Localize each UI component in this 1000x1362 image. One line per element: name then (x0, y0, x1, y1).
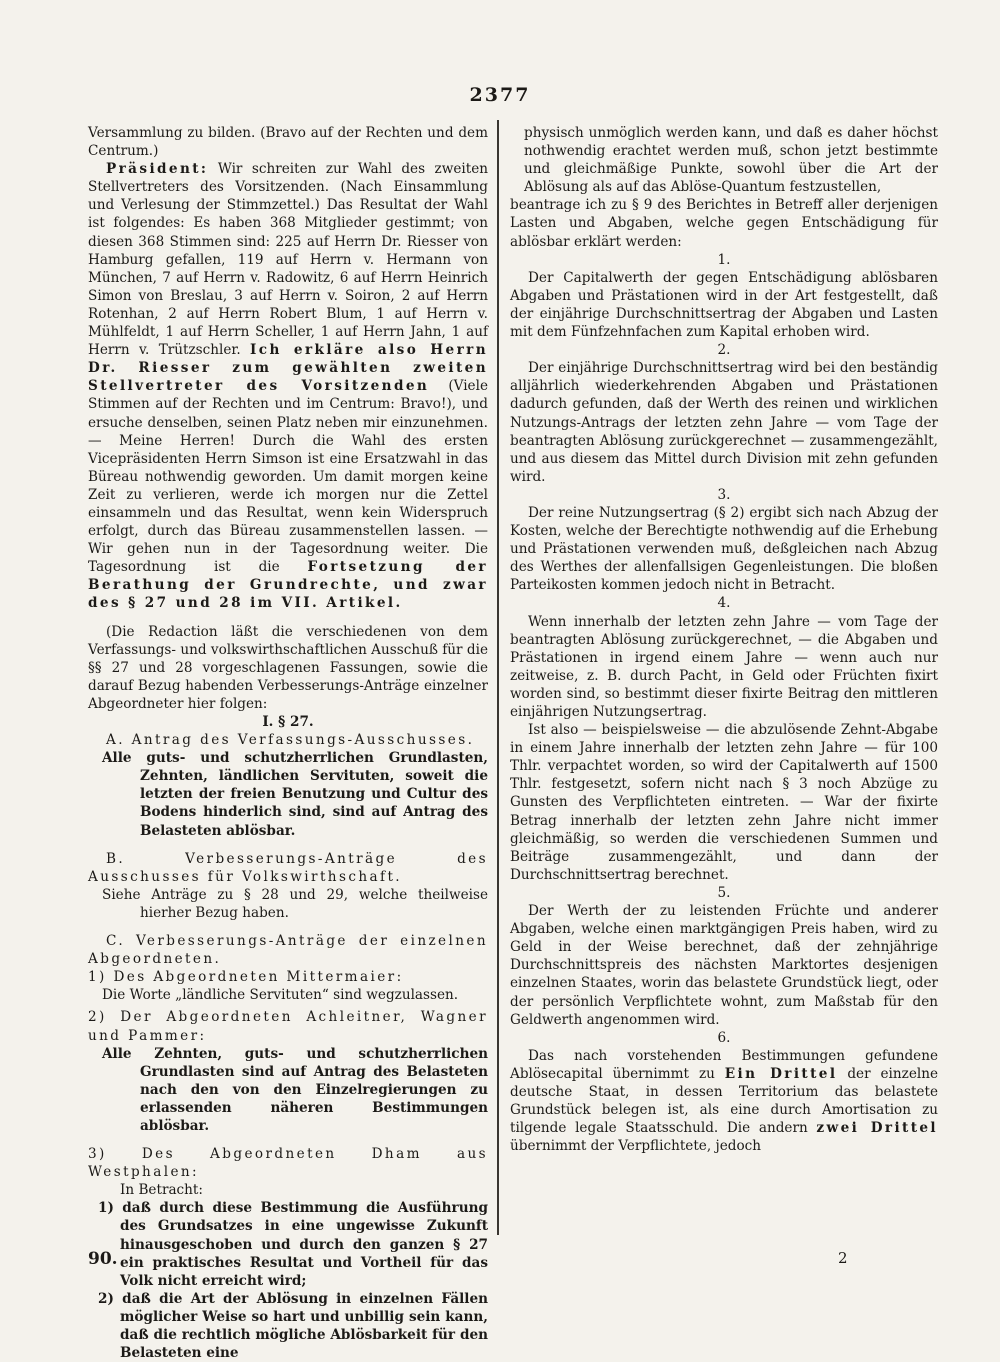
a-heading: A. Antrag des Verfassungs-Ausschusses. (106, 732, 475, 749)
item-number-5: 5. (717, 884, 731, 901)
item-6-spaced-two-thirds: zwei Drittel (816, 1120, 938, 1137)
item-number-1: 1. (717, 251, 731, 268)
item-text-1: Der Capitalwerth der gegen Entschädigung ablösbaren Abgaben und Prästationen wird in der Art festgestellt, daß der einjährige Durchschnittsertrag der Abgaben und Lasten mit dem Fünfzehnfachen zum Kapital erhoben wird. (510, 269, 938, 341)
c-heading: C. Verbesserungs-Anträge der einzelnen Abgeordneten. (88, 933, 488, 968)
president-declaration: Ich erkläre also Herrn Dr. Riesser zum gewählten zweiten Stellvertreter des Vorsitzenden (88, 342, 488, 395)
c3-label: 3) Des Abgeordneten Dham aus Westphalen: (88, 1146, 488, 1181)
b-heading: B. Verbesserungs-Anträge des Ausschusses für Volkswirthschaft. (88, 850, 488, 885)
b-text: Siehe Anträge zu § 28 und 29, welche theilweise hierher Bezug haben. (102, 886, 488, 921)
paragraph-redaction: (Die Redaction läßt die verschiedenen von dem Verfassungs- und volkswirthschaftlichen Ausschuß für die §§ 27 und 28 vorgeschlagenen Fassungen, sowie die darauf Bezug habenden Verbesserungs-Anträge einzelner Abgeordneter hier folgen: (88, 623, 488, 712)
item-number-4: 4. (717, 595, 731, 612)
column-divider (497, 120, 499, 1235)
item-6-part-a: Das nach vorstehenden Bestimmungen gefundene Ablösecapital übernimmt zu (510, 1047, 938, 1082)
item-text-5: Der Werth der zu leistenden Früchte und anderer Abgaben, welche einen marktgängigen Preis haben, wird zu Geld in der Weise berechnet, daß der zehnjährige Durchschnittspreis des nächsten Marktortes desjenigen einzelnen Staates, worin das belastete Grundstück liegt, oder der persönlich Verpflichtete wohnt, zum Maßstab für den Geldwerth angenommen wird. (510, 903, 938, 1028)
c3-intro: In Betracht: (120, 1182, 203, 1199)
item-text-3: Der reine Nutzungsertrag (§ 2) ergibt sich nach Abzug der Kosten, welche der Berechtigte nothwendig auf die Erhebung und Prästationen verwenden muß, deßgleichen nach Abzug des Werthes der allenfallsigen Gegenleistungen. Die bloßen Parteikosten kommen jedoch nicht in Betracht. (510, 504, 938, 594)
c2-label: 2) Der Abgeordneten Achleitner, Wagner und Pammer: (88, 1009, 488, 1044)
c3-item-1: 1) daß durch diese Bestimmung die Ausführung des Grundsatzes in eine ungewisse Zukunft hinausgeschoben und durch den ganzen § 27 ein praktisches Resultat und Vortheil für das Volk nicht erreicht wird; (98, 1200, 488, 1289)
item-number-6: 6. (717, 1029, 731, 1046)
item-6-spaced-one-third: Ein Drittel (724, 1065, 838, 1082)
c1-text: Die Worte „ländliche Servituten“ sind wegzulassen. (102, 987, 459, 1004)
paragraph-president (88, 160, 488, 612)
agenda-spaced: Fortsetzung der Berathung der Grundrechte, und zwar des § 27 und 28 im VII. Artikel. (88, 559, 488, 612)
left-column (88, 124, 488, 1362)
footer-signature-left: 90. (88, 1249, 118, 1269)
paragraph-motion: beantrage ich zu § 9 des Berichtes in Betreff aller derjenigen Lasten und Abgaben, welche gegen Entschädigung für ablösbar erklärt werden: (510, 197, 938, 250)
speaker-label: Präsident: (106, 161, 209, 178)
item-text-6 (510, 1047, 938, 1156)
c3-item-2: 2) daß die Art der Ablösung in einzelnen Fällen möglicher Weise so hart und unbillig sein kann, daß die rechtlich mögliche Ablösbarkeit für den Belasteten eine (98, 1290, 488, 1362)
item-6-part-c: übernimmt der Verpflichtete, jedoch (510, 1138, 761, 1155)
paragraph-bravo: Versammlung zu bilden. (Bravo auf der Rechten und dem Centrum.) (88, 125, 488, 160)
item-text-2: Der einjährige Durchschnittsertrag wird bei den beständig alljährlich wiederkehrenden Abgaben und Prästationen dadurch gefunden, daß der Werth des reinen und wirklichen Nutzungs-Antrags der letzten zehn Jahre — vom Tage der beantragten Ablösung zurückgerechnet — zusammengezählt, und aus diesem das Mittel durch Division mit zehn gefunden wird. (510, 360, 938, 485)
item-text-4b: Ist also — beispielsweise — die abzulösende Zehnt-Abgabe in einem Jahre innerhalb der letzten zehn Jahre — für 100 Thlr. verpachtet worden, so wird der Capitalwerth auf 1500 Thlr. festgesetzt, sofern nicht nach § 3 noch Abzüge zu Gunsten des Verpflichteten eintreten. — War der fixirte Betrag innerhalb der letzten zehn Jahre nicht immer gleichmäßig, so werden die verschiedenen Summen und Beiträge zusammengezählt, und dann der Durchschnittsertrag berechnet. (510, 722, 938, 883)
paragraph-continuation: physisch unmöglich werden kann, und daß es daher höchst nothwendig erachtet werden muß, schon jetzt bestimmte und gleichmäßige Punkte, sowohl über die Art der Ablösung als auf das Ablöse-Quantum festzustellen, (524, 125, 938, 196)
a-text: Alle guts- und schutzherrlichen Grundlasten, Zehnten, ländlichen Servituten, soweit die letzten der freien Benutzung und Cultur des Bodens hinderlich sind, sind auf Antrag des Belasteten ablösbar. (102, 750, 488, 839)
president-text: Wir schreiten zur Wahl des zweiten Stellvertreters des Vorsitzenden. (Nach Einsammlung und Verlesung der Stimmzettel.) Das Resultat der Wahl ist folgendes: Es haben 368 Mitglieder gestimmt; von diesen 368 Stimmen sind: 225 auf Herrn Dr. Riesser von Hamburg gefallen, 119 auf Herrn v. Hermann von München, 7 auf Herrn v. Radowitz, 6 auf Herrn Heinrich Simon von Breslau, 3 auf Herrn v. Soiron, 2 auf Herrn Rotenhan, 2 auf Herrn Robert Blum, 1 auf Herrn v. Mühlfeldt, 1 auf Herrn Scheller, 1 auf Herrn Jahn, 1 auf Herrn v. Trützschler. (88, 161, 488, 359)
right-column (510, 124, 938, 1155)
footer-signature-right: 2 (838, 1249, 848, 1267)
item-6-part-b: der einzelne deutsche Staat, in dessen Territorium das belastete Grundstück belegen ist, als eine durch Amortisation zu tilgende legale Staatsschuld. Die andern (510, 1065, 939, 1137)
page-number: 2377 (469, 84, 531, 106)
c2-text: Alle Zehnten, guts- und schutzherrlichen Grundlasten sind auf Antrag des Belasteten nach den von den Einzelregierungen zu erlassenden näheren Bestimmungen ablösbar. (102, 1045, 488, 1134)
item-number-2: 2. (717, 342, 731, 359)
item-number-3: 3. (717, 486, 731, 503)
item-text-4a: Wenn innerhalb der letzten zehn Jahre — vom Tage der beantragten Ablösung zurückgerechnet, — die Abgaben und Prästationen in irgend einem Jahre — wenn auch nur zeitweise, z. B. durch Pacht, in Geld oder Früchten fixirt worden sind, so bestimmt dieser fixirte Beitrag den mittleren einjährigen Nutzungsertrag. (510, 613, 938, 720)
section-heading: I. § 27. (262, 714, 314, 730)
president-rest: (Viele Stimmen auf der Rechten und im Centrum: Bravo!), und ersuche denselben, seinen Platz neben mir einzunehmen. — Meine Herren! Durch die Wahl des ersten Vicepräsidenten Herrn Simson ist eine Ersatzwahl in das Büreau nothwendig geworden. Um damit morgen keine Zeit zu verlieren, werde ich morgen nur die Zettel einsammeln und das Resultat, wenn kein Widerspruch erfolgt, durch das Büreau zusammenstellen lassen. — Wir gehen nun in der Tagesordnung weiter. Die Tagesordnung ist die (88, 378, 488, 576)
c1-label: 1) Des Abgeordneten Mittermaier: (88, 969, 404, 986)
